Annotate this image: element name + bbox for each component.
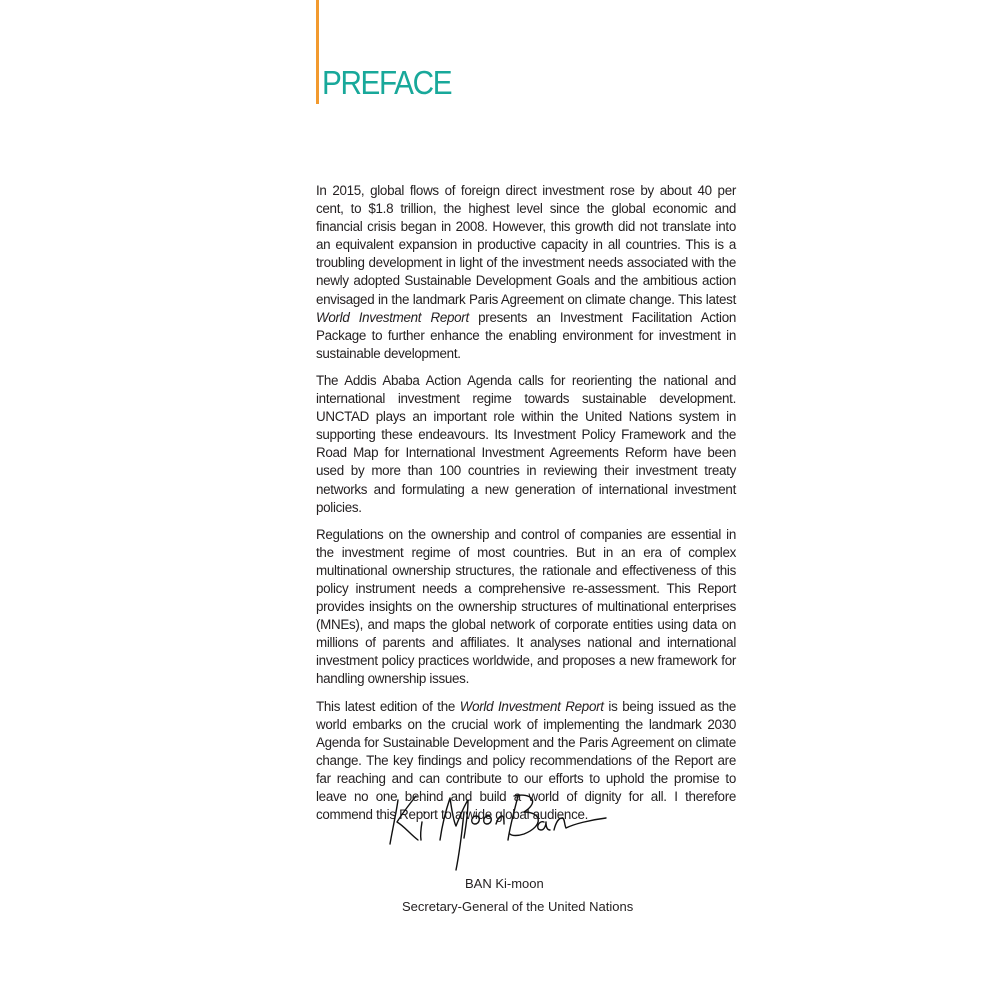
signer-name: BAN Ki-moon — [465, 876, 544, 891]
signature-image — [378, 782, 608, 872]
report-title-italic: World Investment Report — [316, 309, 469, 325]
paragraph-text: This latest edition of the — [316, 698, 460, 714]
paragraph-text: In 2015, global flows of foreign direct investment rose by about 40 per cent, to $1.8 trillion, the highest level since the global economic and financial crisis began in 2008. However, this growth did not translate into an equivalent expansion in productive capacity in all countries. This is a troubling development in light of the investment needs associated with the newly adopted Sustainable Development Goals and the ambitious action envisaged in the landmark Paris Agreement on climate change. This latest — [316, 183, 736, 307]
paragraph-text: Regulations on the ownership and control of companies are essential in the investment regime of most countries. But in an era of complex multinational ownership structures, the rationale and effectiveness of this policy instrument needs a comprehensive re-assessment. This Report provides insights on the ownership structures of multinational enterprises (MNEs), and maps the global network of corporate entities using data on millions of parents and affiliates. It analyses national and international investment policy practices worldwide, and proposes a new framework for handling ownership issues. — [316, 526, 736, 687]
signer-position: Secretary-General of the United Nations — [402, 899, 634, 914]
report-title-italic: World Investment Report — [459, 698, 604, 714]
paragraph-text: The Addis Ababa Action Agenda calls for reorienting the national and international investment regime towards sustainable development. UNCTAD plays an important role within the United Nations system in supporting these endeavours. Its Investment Policy Framework and the Road Map for International Investment Agreements Reform have been used by more than 100 countries in reviewing their investment treaty networks and formulating a new generation of international investment policies. — [316, 372, 736, 515]
preface-paragraph — [316, 372, 736, 517]
preface-paragraph — [316, 526, 736, 689]
paragraph-text: presents an Investment Facilitation Action Package to further enhance the enabling environment for investment in sustainable development. — [316, 309, 736, 361]
preface-body — [316, 182, 736, 833]
paragraph-text: is being issued as the world embarks on the crucial work of implementing the landmark 2030 Agenda for Sustainable Development and the Paris Agreement on climate change. The key findings and policy recommendations of the Report are far reaching and can contribute to our efforts to uphold the promise to leave no one behind and build a world of dignity for all. I therefore commend this Report to a wide global audience. — [316, 698, 736, 823]
preface-paragraph — [316, 182, 736, 363]
page-title: PREFACE — [322, 64, 452, 101]
accent-bar — [316, 0, 319, 104]
